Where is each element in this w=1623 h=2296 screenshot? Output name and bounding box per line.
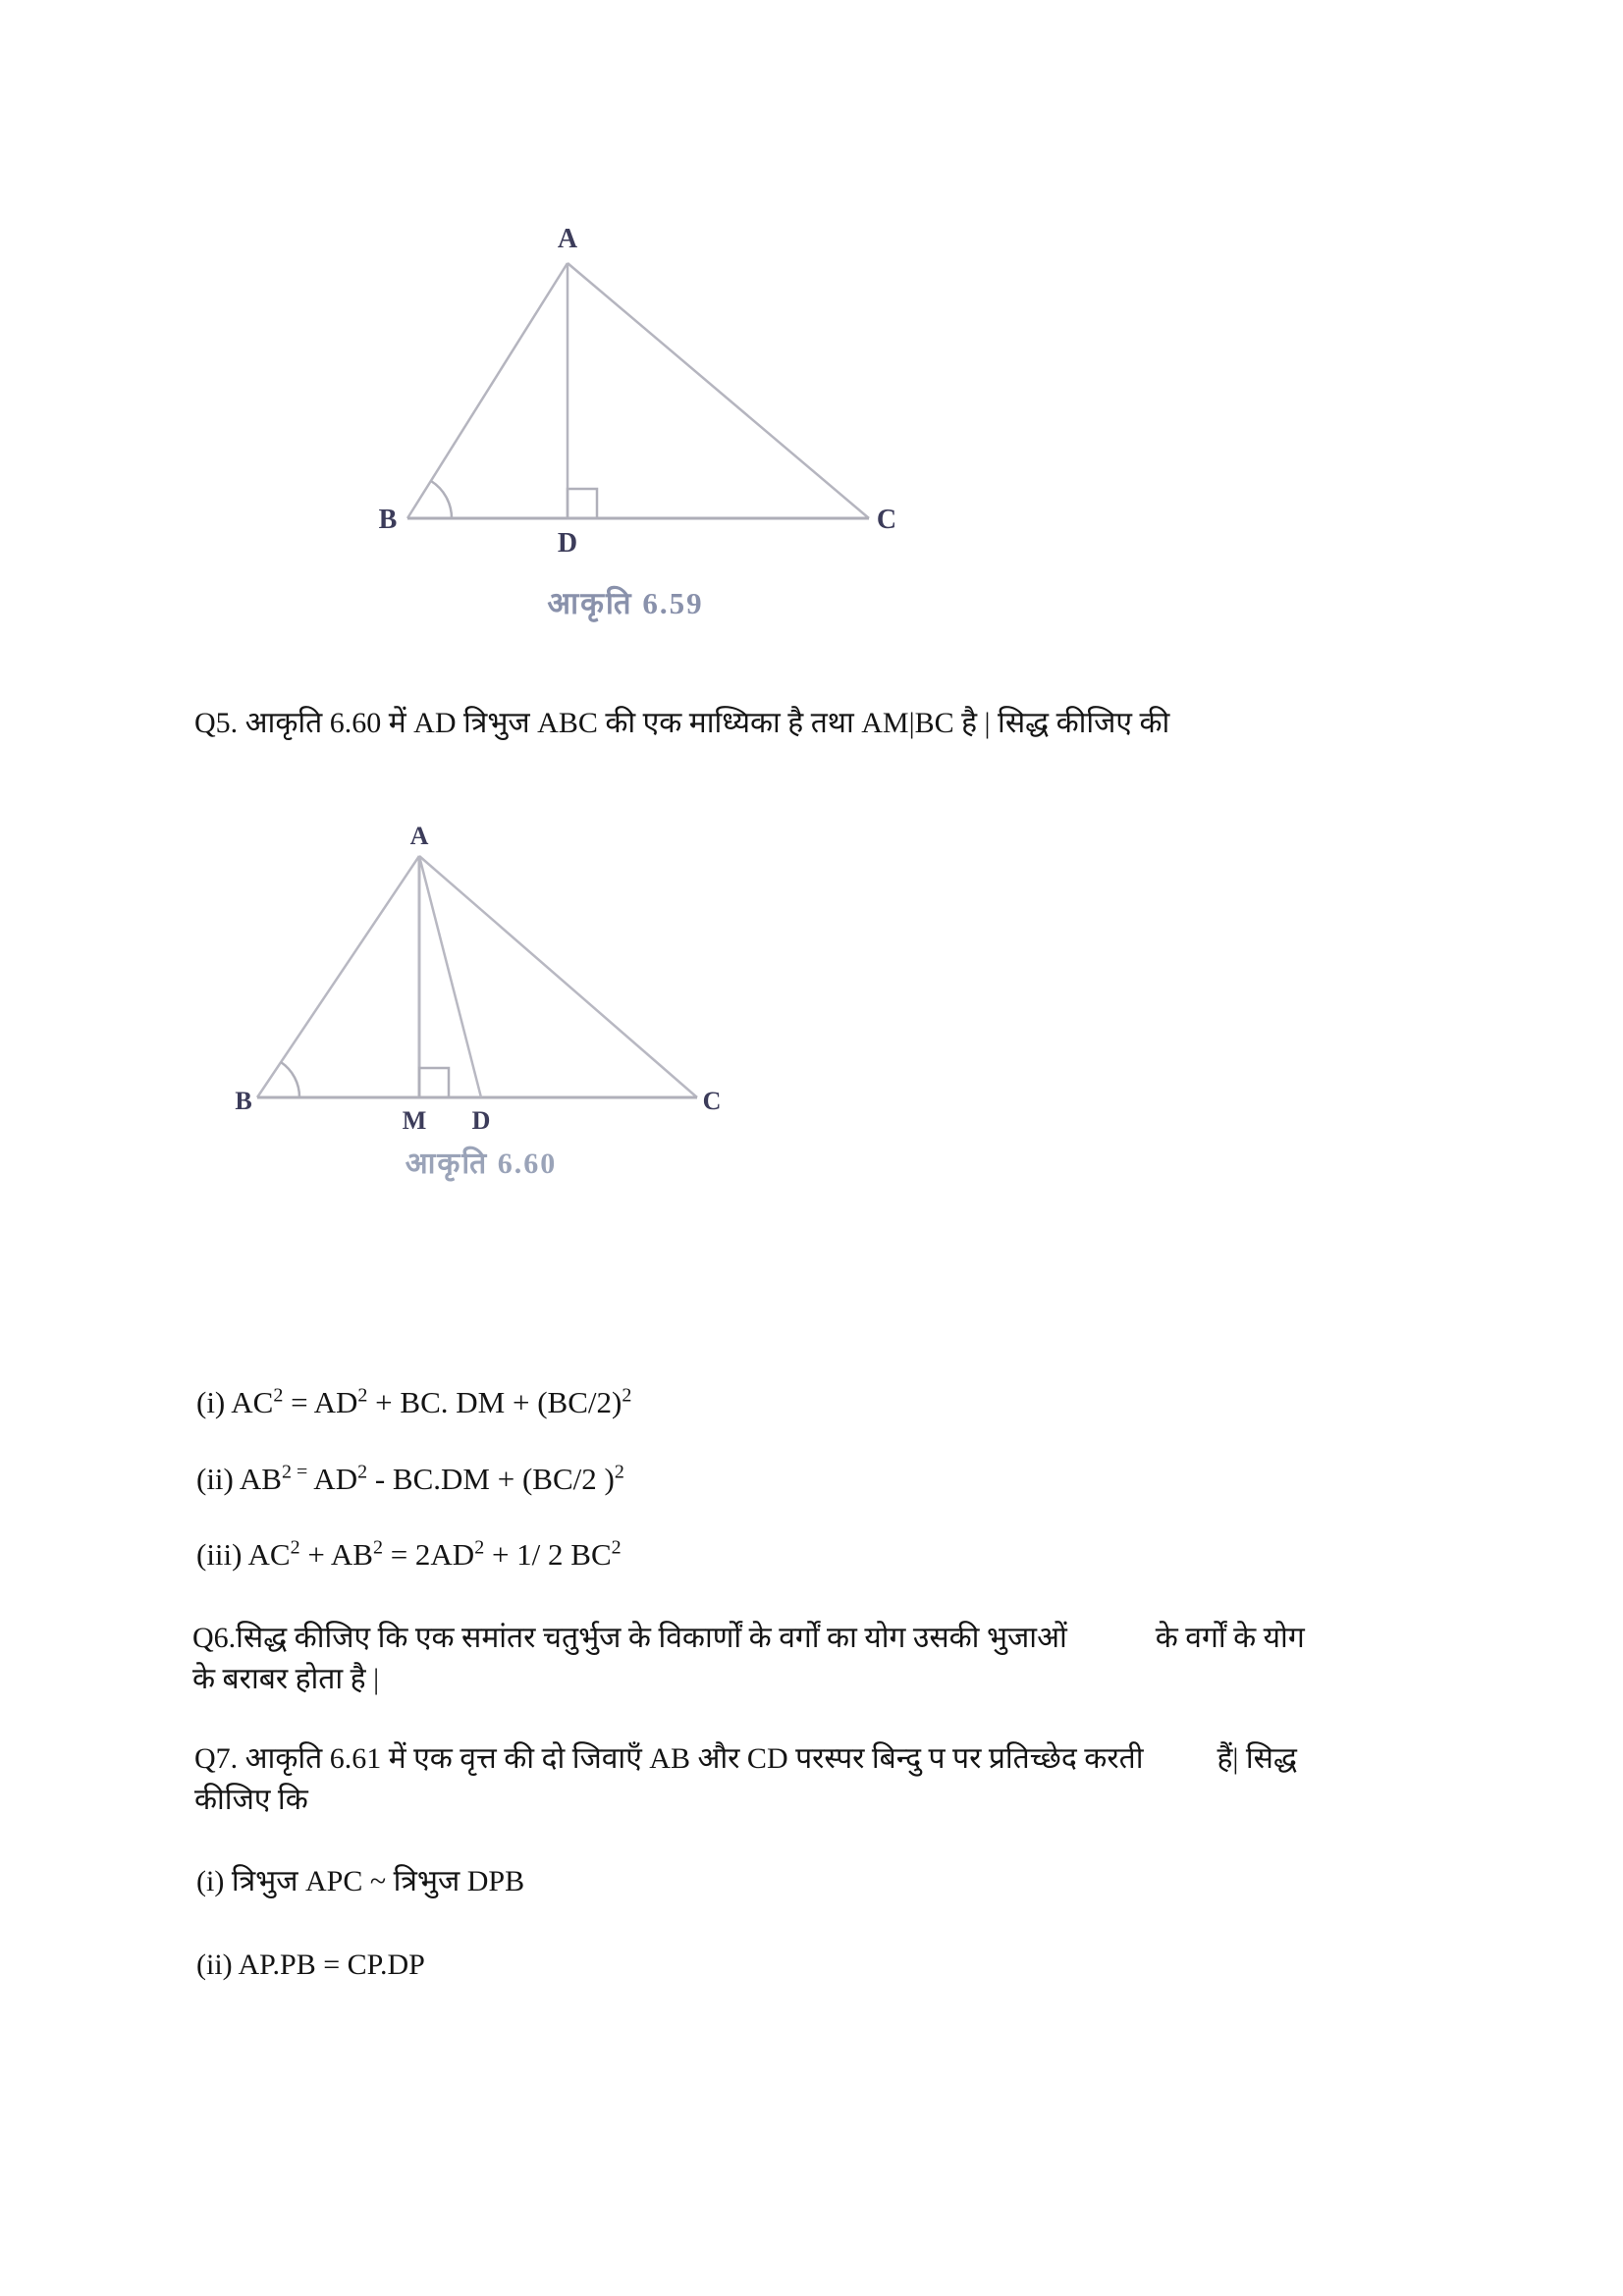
fig660-angle-arc-b [281, 1062, 299, 1097]
equation-ii: (ii) $AB^{2 =}$ $AD^2 - BC.DM + (BC/2$ )$^2$ [196, 1461, 624, 1496]
fig659-label-c: C [876, 505, 897, 535]
question-7-line1-main: Q7. आकृति 6.61 में एक वृत्त की दो जिवाएँ AB और CD परस्पर बिन्दु प पर प्रतिच्छेद करती [194, 1742, 1144, 1775]
fig659-label-d: D [557, 528, 578, 559]
fig659-side-ba [407, 263, 568, 518]
fig659-angle-arc-b [431, 481, 452, 518]
fig660-label-c: C [702, 1087, 722, 1115]
fig660-label-d: D [471, 1106, 491, 1135]
fig659-label-b: B [378, 505, 398, 535]
equation-i: (i) $AC^2 = AD^2$ + BC. DM + $(BC/2)^2$ [196, 1384, 632, 1419]
equation-iii: (iii) $AC^2 + AB^2 = 2AD^2 + 1/$ 2 $BC^2$ [196, 1536, 622, 1572]
question-7-line1 [194, 1738, 1297, 1780]
figure-6-59 [295, 196, 933, 638]
question-5: Q5. आकृति 6.60 में AD त्रिभुज ABC की एक माध्यिका है तथा AM|BC है | सिद्ध कीजिए की [194, 707, 1170, 739]
question-6-line1 [192, 1618, 1305, 1659]
fig660-median-ad [419, 856, 481, 1097]
question-6-line1-main: Q6.सिद्ध कीजिए कि एक समांतर चतुर्भुज के विकार्णों के वर्गों का योग उसकी भुजाओं [192, 1622, 1067, 1654]
fig660-right-angle-mark [419, 1068, 449, 1097]
figure-6-60 [196, 820, 785, 1188]
sub-item-ii: (ii) AP.PB = CP.DP [196, 1949, 425, 1981]
fig660-side-ac [419, 856, 697, 1097]
fig659-right-angle-mark [568, 489, 597, 518]
fig660-label-a: A [409, 822, 429, 850]
question-6-line2: के बराबर होता है | [192, 1663, 380, 1695]
question-7-line1-tail: हैं| सिद्ध [1217, 1742, 1297, 1775]
fig659-caption: आकृति 6.59 [547, 586, 704, 620]
question-6-line1-tail: के वर्गों के योग [1155, 1622, 1305, 1654]
question-7-line2: कीजिए कि [194, 1784, 308, 1816]
fig660-label-m: M [402, 1106, 427, 1135]
fig659-side-ac [568, 263, 869, 518]
fig660-label-b: B [235, 1087, 252, 1115]
sub-item-i: (i) त्रिभुज APC ~ त्रिभुज DPB [196, 1865, 525, 1897]
fig660-caption: आकृति 6.60 [405, 1148, 558, 1180]
fig659-label-a: A [557, 224, 578, 254]
